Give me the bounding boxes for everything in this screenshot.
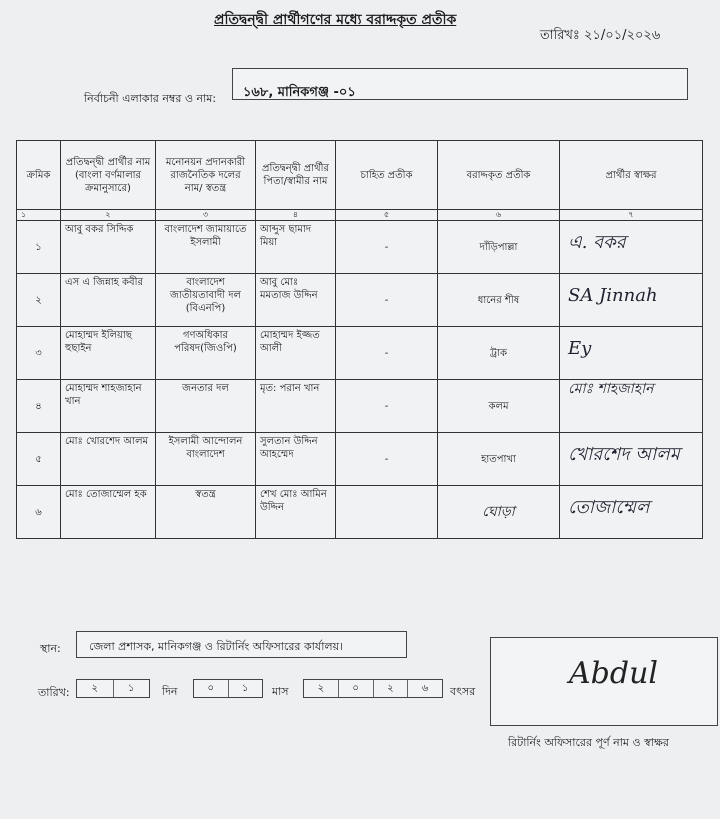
year-digit: ৬ [421,683,429,694]
year-digit: ০ [339,680,374,697]
row-father-name: আবু মোঃ মমতাজ উদ্দিন [256,274,336,327]
year-box [303,679,443,698]
header-signature: প্রার্থীর স্বাক্ষর [560,141,703,210]
header-candidate-name: প্রতিদ্বন্দ্বী প্রার্থীর নাম (বাংলা বর্ণমালার ক্রমানুসারে) [61,141,156,210]
table-header-row [17,141,703,210]
document-title: প্রতিদ্বন্দ্বী প্রার্থীগণের মধ্যে বরাদ্দকৃত প্রতীক [214,12,457,28]
row-signature-cell [560,327,703,380]
month-box [193,679,263,698]
header-serial: ক্রমিক [17,141,61,210]
returning-officer-caption: রিটার্নিং অফিসারের পূর্ণ নাম ও স্বাক্ষর [508,736,669,749]
row-candidate-name: আবু বকর সিদ্দিক [61,221,156,274]
row-candidate-name: মোঃ তোজাম্মেল হক [61,486,156,539]
constituency-value: ১৬৮, মানিকগঞ্জ -০১ [243,85,356,100]
row-allocated-symbol: ঘোড়া [438,486,560,539]
row-party: ইসলামী আন্দোলন বাংলাদেশ [156,433,256,486]
month-label: মাস [272,685,289,698]
column-number: ২ [61,210,156,221]
row-allocated-symbol: হাতপাখা [438,433,560,486]
row-party: গণঅধিকার পরিষদ(জিওপি) [156,327,256,380]
row-allocated-symbol: ধানের শীষ [438,274,560,327]
year-label: বৎসর [450,685,476,698]
column-number: ৪ [256,210,336,221]
row-party: বাংলাদেশ জাতীয়তাবাদী দল (বিএনপি) [156,274,256,327]
row-allocated-symbol: ট্রাক [438,327,560,380]
row-signature-cell [560,486,703,539]
row-candidate-name: এস এ জিন্নাহ কবীর [61,274,156,327]
header-father-name: প্রতিদ্বন্দ্বী প্রার্থীর পিতা/স্বামীর নাম [256,141,336,210]
candidate-signature: মোঃ শাহজাহান [568,381,654,398]
candidate-signature: এ. বকর [568,232,626,254]
row-serial: ৩ [17,327,61,380]
row-father-name: সুলতান উদ্দিন আহম্মেদ [256,433,336,486]
month-digit: ১ [242,683,249,694]
place-label: স্থান: [40,642,61,655]
table-row [17,380,703,433]
footer-date-label: তারিখ: [38,686,70,699]
row-signature-cell [560,221,703,274]
day-label: দিন [162,685,178,698]
day-digit: ২ [77,680,114,697]
header-requested-symbol: চাহিত প্রতীক [336,141,438,210]
column-number: ৫ [336,210,438,221]
header-party: মনোনয়ন প্রদানকারী রাজনৈতিক দলের নাম/ স্বতন্ত্র [156,141,256,210]
row-requested-symbol [336,486,438,539]
row-party: জনতার দল [156,380,256,433]
table-row [17,433,703,486]
place-box [76,631,407,658]
row-signature-cell [560,274,703,327]
row-signature-cell [560,433,703,486]
returning-officer-signature: Abdul [569,656,658,691]
month-digit: ০ [194,680,229,697]
row-serial: ৬ [17,486,61,539]
place-value: জেলা প্রশাসক, মানিকগঞ্জ ও রিটার্নিং অফিসারের কার্যালয়। [89,640,343,653]
column-number: ৩ [156,210,256,221]
row-allocated-symbol: দাঁড়িপাল্লা [438,221,560,274]
row-requested-symbol: - [336,274,438,327]
row-candidate-name: মোঃ খোরশেদ আলম [61,433,156,486]
candidate-signature: খোরশেদ আলম [568,444,680,466]
row-serial: ৪ [17,380,61,433]
row-serial: ২ [17,274,61,327]
row-allocated-symbol: কলম [438,380,560,433]
row-party: বাংলাদেশ জামায়াতে ইসলামী [156,221,256,274]
row-serial: ৫ [17,433,61,486]
candidate-signature: তোজাম্মেল [568,497,650,519]
table-row [17,221,703,274]
row-requested-symbol: - [336,221,438,274]
row-candidate-name: মোহাম্মদ ইলিয়াছ হুছাইন [61,327,156,380]
returning-officer-signature-box [490,637,718,726]
constituency-box [232,68,688,100]
row-father-name: আব্দুস ছামাদ মিয়া [256,221,336,274]
column-number: ১ [17,210,61,221]
row-requested-symbol: - [336,380,438,433]
row-father-name: মৃত: পরান খান [256,380,336,433]
year-digit: ২ [374,680,409,697]
table-row [17,486,703,539]
table-row [17,274,703,327]
day-box [76,679,150,698]
document-date: তারিখঃ ২১/০১/২০২৬ [540,28,661,43]
row-signature-cell [560,380,703,433]
candidate-signature: Ey [568,338,592,360]
constituency-label: নির্বাচনী এলাকার নম্বর ও নাম: [84,92,217,105]
symbol-allocation-table [16,140,703,539]
column-number-row [17,210,703,221]
column-number: ৬ [438,210,560,221]
candidate-signature: SA Jinnah [568,285,658,307]
row-requested-symbol: - [336,433,438,486]
row-candidate-name: মোহাম্মদ শাহজাহান খান [61,380,156,433]
row-father-name: মোহাম্মদ ইজ্জত আলী [256,327,336,380]
row-father-name: শেখ মোঃ আমিন উদ্দিন [256,486,336,539]
header-allocated-symbol: বরাদ্দকৃত প্রতীক [438,141,560,210]
row-party: স্বতন্ত্র [156,486,256,539]
column-number: ৭ [560,210,703,221]
year-digit: ২ [304,680,339,697]
table-row [17,327,703,380]
row-requested-symbol: - [336,327,438,380]
row-serial: ১ [17,221,61,274]
day-digit: ১ [128,683,135,694]
